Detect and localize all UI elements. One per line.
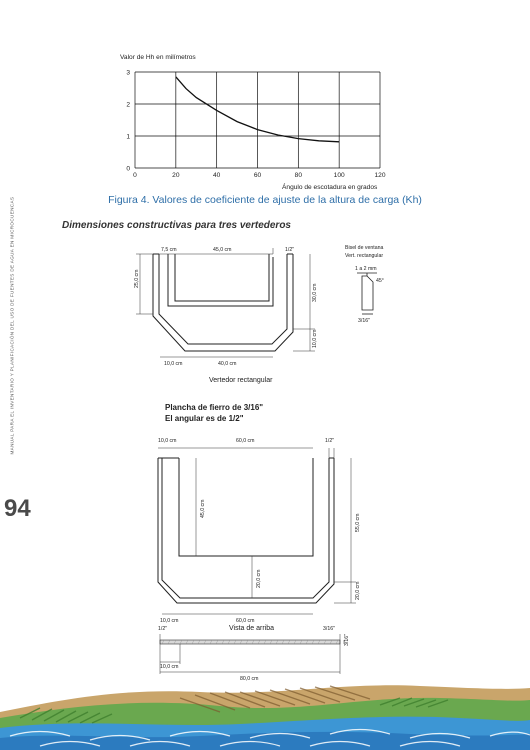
chart-ticks (126, 69, 385, 179)
weir-drawing-2 (140, 430, 380, 635)
plate-note (165, 402, 263, 424)
plate-note-line1: Plancha de fierro de 3/16" (165, 403, 264, 412)
d1-dim-top-left: 7,5 cm (161, 247, 177, 253)
decorative-landscape-banner (0, 678, 530, 750)
chart-xlabel: Ángulo de escotadura en grados (282, 184, 378, 191)
chart-xtick-label: 60 (253, 172, 262, 179)
bevel-detail (340, 240, 405, 325)
section-title: Dimensiones constructivas para tres vertederos (62, 220, 291, 231)
sidebar-manual-title: MANUAL PARA EL INVENTARIO Y PLANIFICACIÓN DEL USO DE FUENTES DE AGUA EN MICROCUENCAS (9, 196, 15, 455)
d2-caption: Vista de arriba (229, 625, 275, 632)
top-view-total-width: 80,0 cm (240, 676, 259, 682)
chart-xtick-label: 0 (133, 172, 137, 179)
bevel-bottom: 3/16" (358, 318, 370, 324)
chart-xtick-label: 120 (374, 172, 386, 179)
bevel-title-1: Bisel de ventana (345, 245, 384, 251)
top-view-left-thickness: 1/2" (158, 626, 168, 632)
d2-dim-right-height: 55,0 cm (355, 513, 361, 532)
bevel-title-2: Vert. rectangular (345, 253, 384, 259)
d2-dim-top-left: 10,0 cm (158, 438, 177, 444)
d2-dim-bottom-height: 20,0 cm (355, 581, 361, 600)
d1-dim-side-height: 25,0 cm (134, 269, 140, 288)
d1-dim-right-height: 30,0 cm (312, 283, 318, 302)
d1-caption: Vertedor rectangular (209, 377, 273, 384)
figure-caption: Figura 4. Valores de coeficiente de ajuste de la altura de carga (Kh) (108, 194, 422, 206)
d1-dim-bottom-left: 10,0 cm (164, 361, 183, 367)
chart-ylabel: Valor de Hh en milímetros (120, 54, 196, 61)
chart-xtick-label: 100 (333, 172, 345, 179)
chart-grid (135, 72, 380, 168)
chart-ytick-label: 1 (126, 133, 130, 141)
d1-dim-bottom-width: 40,0 cm (218, 361, 237, 367)
chart-xtick-label: 20 (172, 172, 180, 179)
page-number: 94 (4, 495, 31, 522)
top-view-side-label: 3/16" (344, 634, 350, 646)
d2-dim-bottom-width: 60,0 cm (236, 618, 255, 624)
d2-dim-inner-height: 45,0 cm (200, 499, 206, 518)
bevel-angle: 45° (376, 278, 384, 284)
rectangular-weir-drawing (130, 238, 330, 388)
bevel-top: 1 a 2 mm (355, 266, 377, 272)
d2-dim-thickness: 1/2" (325, 438, 335, 444)
plate-note-line2: El angular es de 1/2" (165, 414, 244, 423)
chart-xtick-label: 40 (212, 172, 221, 179)
d1-dim-top-width: 45,0 cm (213, 247, 232, 253)
top-view-right-thickness: 3/16" (323, 626, 335, 632)
chart-ytick-label: 3 (126, 69, 130, 77)
chart-xtick-label: 80 (294, 172, 303, 179)
d1-dim-thickness: 1/2" (285, 247, 295, 253)
d1-dim-bottom-height: 10,0 cm (312, 329, 318, 348)
top-view-left-width: 10,0 cm (160, 664, 179, 670)
hh-chart (100, 48, 420, 192)
top-view-drawing (150, 622, 370, 684)
chart-ytick-label: 2 (126, 101, 130, 109)
d2-dim-bottom-left: 10,0 cm (160, 618, 179, 624)
chart-ytick-label: 0 (126, 165, 130, 173)
d2-dim-bottom-gap: 20,0 cm (256, 569, 262, 588)
d2-dim-top-width: 60,0 cm (236, 438, 255, 444)
